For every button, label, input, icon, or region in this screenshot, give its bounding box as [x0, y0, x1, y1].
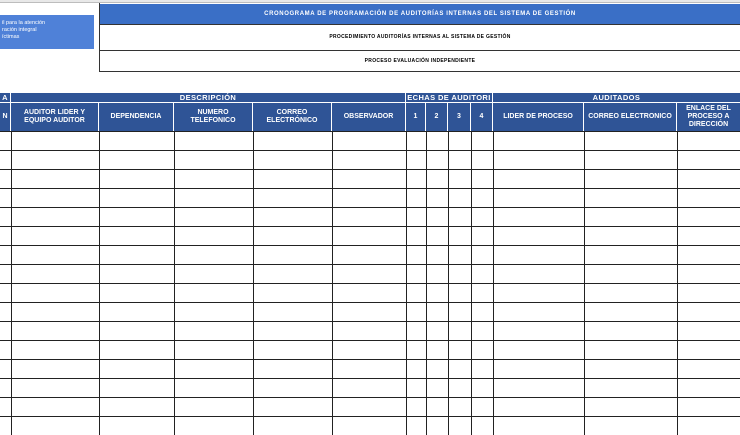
grid-row-line	[0, 169, 740, 170]
logo-line-2: ración integral	[2, 27, 37, 33]
organization-logo	[0, 15, 94, 49]
grid-row-line	[0, 264, 740, 265]
grid-row-line	[0, 245, 740, 246]
column-header-correo-auditados: CORREO ELECTRONICO	[584, 103, 677, 131]
grid-row-line	[0, 359, 740, 360]
grid-row-line	[0, 340, 740, 341]
spreadsheet-top-strip	[0, 0, 740, 3]
grid-row-line	[0, 207, 740, 208]
procedure-title: PROCEDIMIENTO AUDITORÍAS INTERNAS AL SISTEMA DE GESTIÓN	[329, 34, 511, 40]
header-divider-1	[100, 24, 740, 25]
header-divider-2	[100, 50, 740, 51]
document-title-bar	[100, 4, 740, 24]
column-header-lider: LIDER DE PROCESO	[493, 103, 584, 131]
column-header-telefono: NUMERO TELEFONICO	[174, 103, 253, 131]
logo-line-1: il para la atención	[2, 20, 46, 26]
grid-row-line	[0, 378, 740, 379]
column-header-correo: CORREO ELECTRÓNICO	[253, 103, 332, 131]
group-header-descripcion: DESCRIPCIÓN	[11, 93, 406, 103]
grid-row-line	[0, 188, 740, 189]
grid-row-line	[0, 283, 740, 284]
process-title: PROCESO EVALUACIÓN INDEPENDIENTE	[364, 58, 476, 64]
column-header-auditor: AUDITOR LIDER Y EQUIPO AUDITOR	[11, 103, 99, 131]
group-header-left: A	[0, 93, 11, 103]
column-header-fecha-3: 3	[448, 103, 471, 131]
grid-row-line	[0, 416, 740, 417]
column-header-dependencia: DEPENDENCIA	[99, 103, 174, 131]
column-header-fecha-4: 4	[471, 103, 493, 131]
column-header-enlace: ENLACE DEL PROCESO A DIRECCIÓN	[677, 103, 740, 131]
grid-row-line	[0, 150, 740, 151]
grid-row-line	[0, 397, 740, 398]
column-header-fecha-2: 2	[426, 103, 448, 131]
document-title: CRONOGRAMA DE PROGRAMACIÓN DE AUDITORÍAS INTERNAS DEL SISTEMA DE GESTIÓN	[264, 11, 576, 17]
column-header-number: N	[0, 103, 11, 131]
grid-row-line	[0, 226, 740, 227]
header-divider-3	[100, 71, 740, 72]
column-header-fecha-1: 1	[406, 103, 426, 131]
grid-row-line	[0, 131, 740, 132]
logo-line-3: íctimas	[2, 34, 20, 40]
group-header-auditados: AUDITADOS	[493, 93, 740, 103]
column-header-observador: OBSERVADOR	[332, 103, 406, 131]
grid-row-line	[0, 302, 740, 303]
group-header-fechas: ECHAS DE AUDITORI	[406, 93, 493, 103]
grid-row-line	[0, 321, 740, 322]
